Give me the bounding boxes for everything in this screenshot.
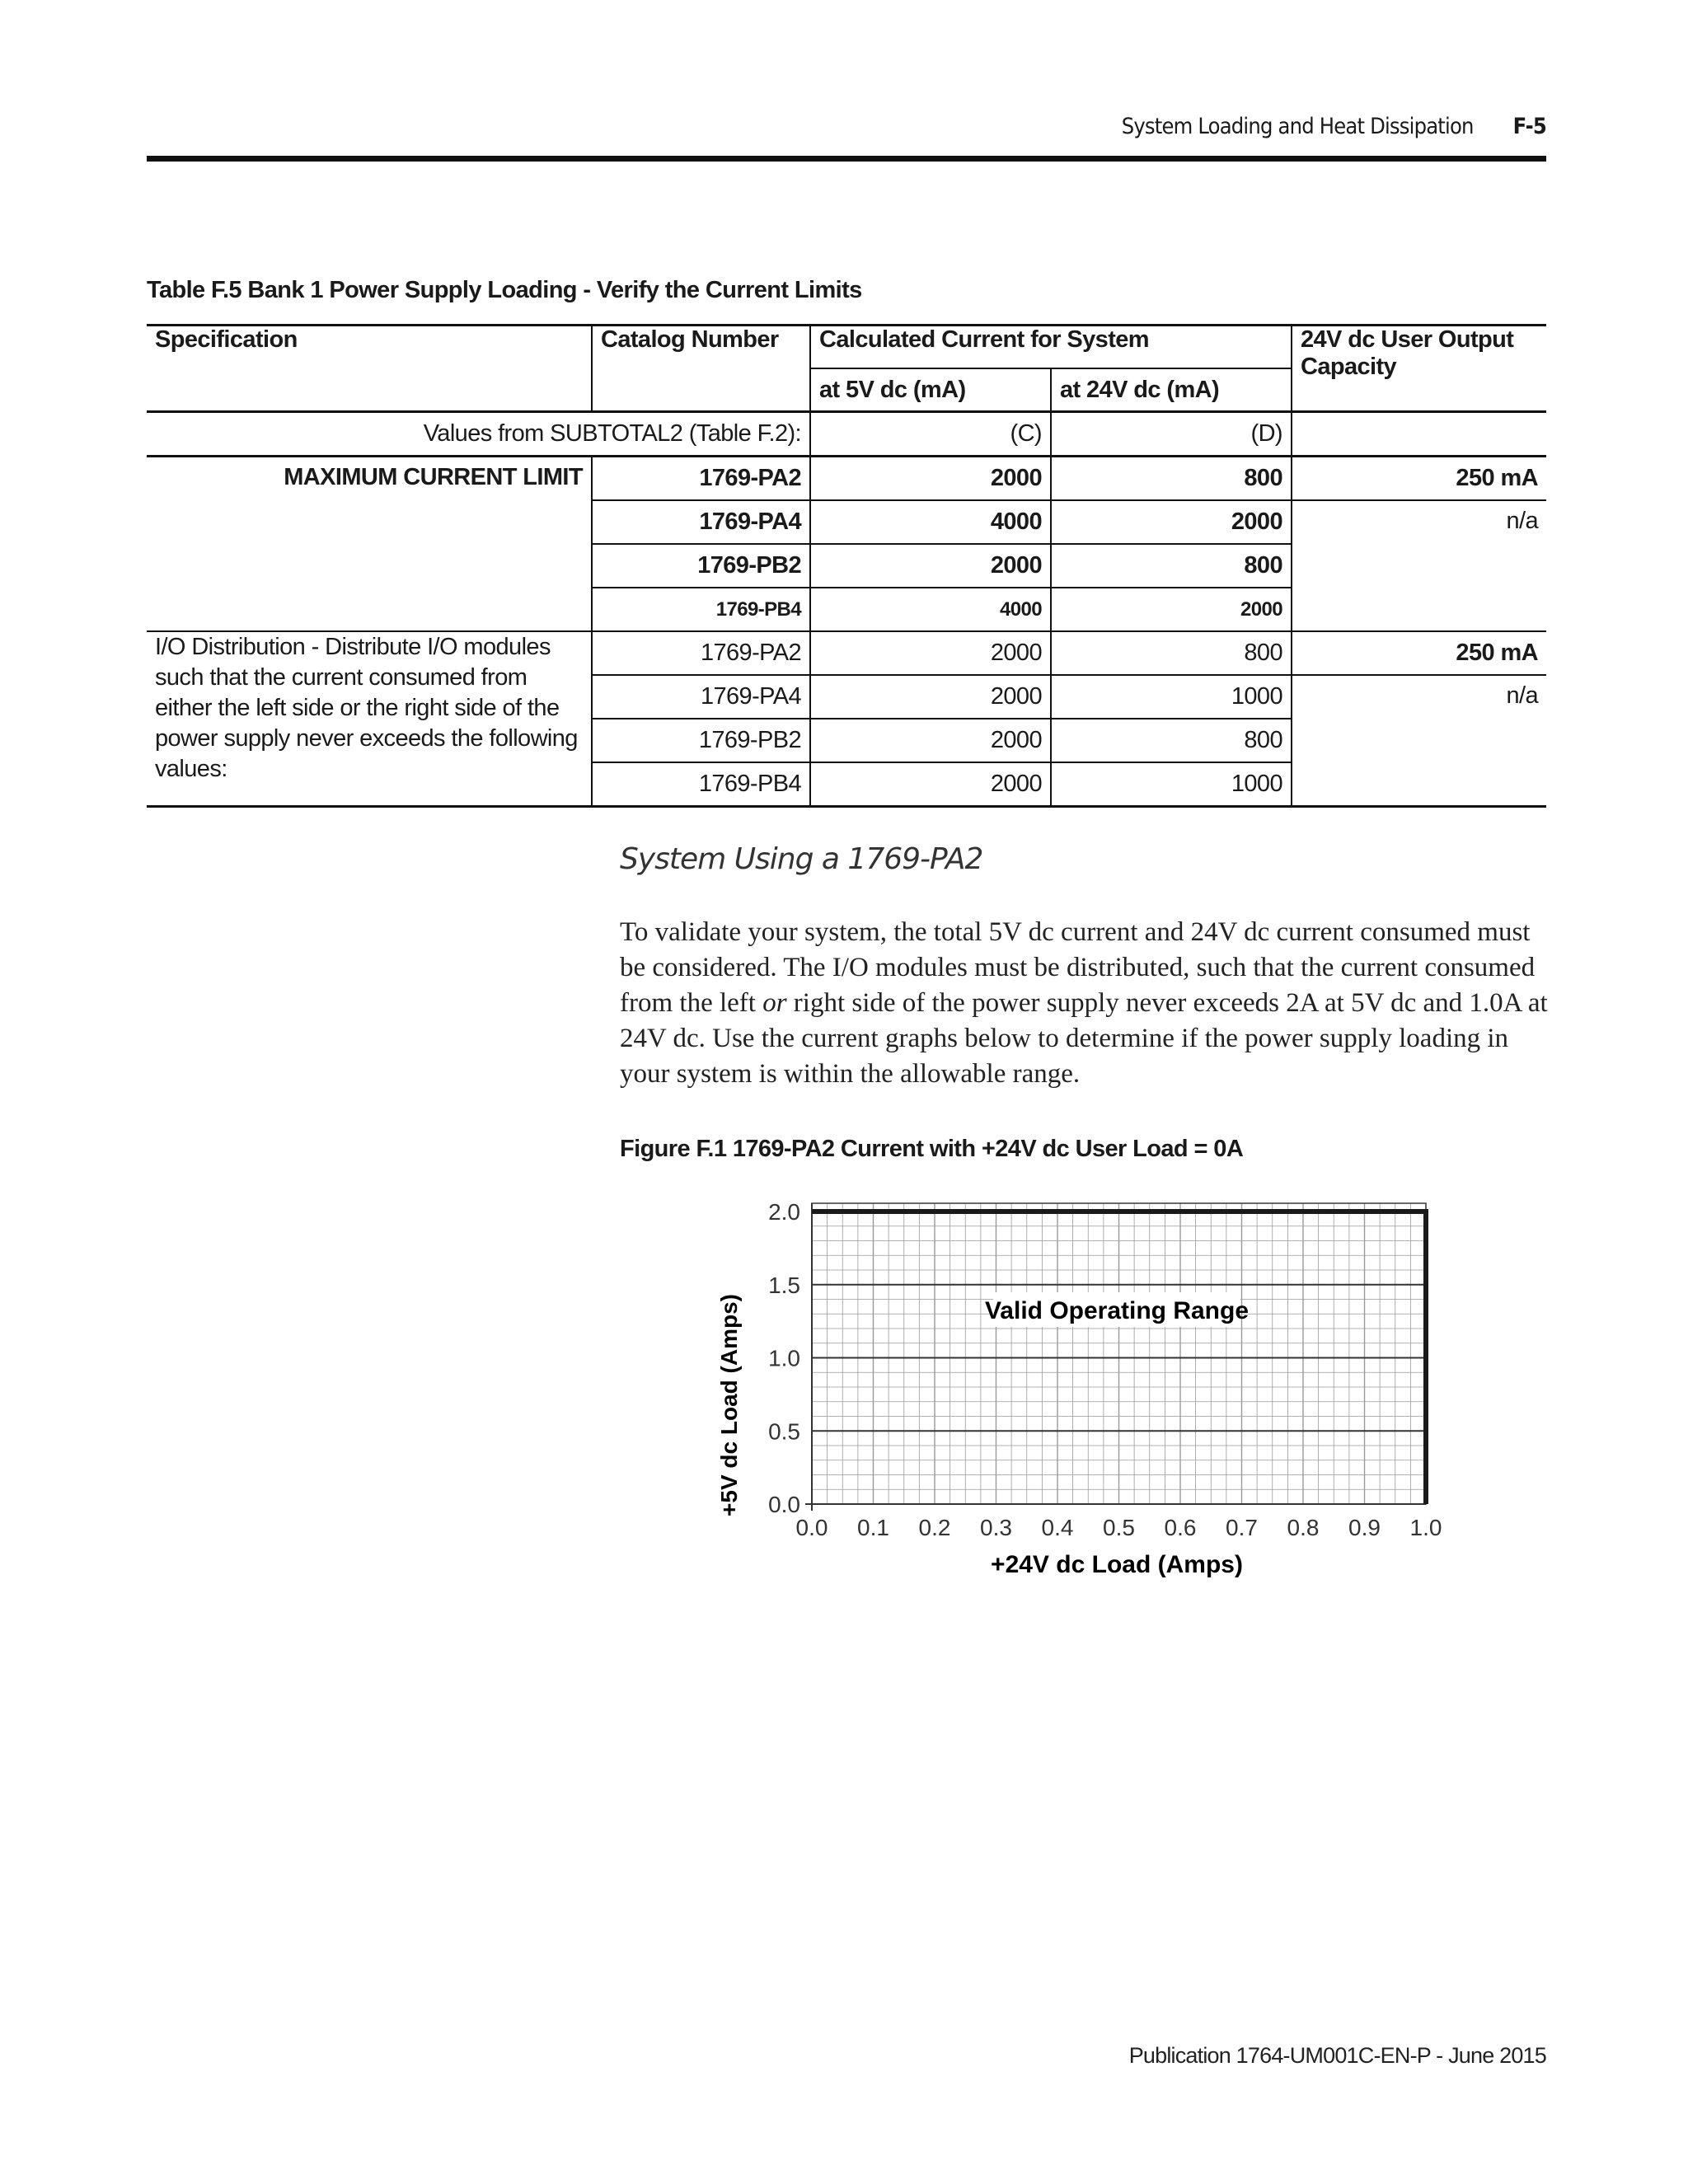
current-24v-cell: 800 <box>1051 457 1292 501</box>
catalog-cell: 1769-PB4 <box>592 588 810 631</box>
current-24v-cell: 1000 <box>1051 675 1292 719</box>
x-tick-label: 0.3 <box>980 1515 1012 1540</box>
header-catalog-number: Catalog Number <box>592 326 810 412</box>
body-text-end: right side of the power supply never exceeds 2A at 5V dc and 1.0A at 24V dc. Use the current graphs below to determine if the power supply loading in your system is within the allowable range. <box>620 988 1548 1089</box>
page-number: F-5 <box>1512 114 1546 139</box>
x-axis-label: +24V dc Load (Amps) <box>991 1551 1243 1578</box>
current-5v-cell: 2000 <box>810 631 1051 675</box>
current-5v-cell: 4000 <box>810 500 1051 544</box>
catalog-cell: 1769-PB4 <box>592 762 810 807</box>
x-tick-label: 0.9 <box>1348 1515 1381 1540</box>
current-24v-cell: 2000 <box>1051 500 1292 544</box>
catalog-cell: 1769-PA4 <box>592 675 810 719</box>
figure-caption: Figure F.1 1769-PA2 Current with +24V dc User Load = 0A <box>620 1136 1244 1162</box>
values-label: Values from SUBTOTAL2 (Table F.2): <box>423 420 801 447</box>
io-distribution-label: I/O Distribution - Distribute I/O modules such that the current consumed from either the left side or the right side of the power supply never exceeds the following values: <box>147 631 592 807</box>
table-caption: Table F.5 Bank 1 Power Supply Loading - Verify the Current Limits <box>147 277 862 303</box>
current-24v-cell: 800 <box>1051 719 1292 762</box>
y-axis-label: +5V dc Load (Amps) <box>716 1294 742 1516</box>
current-5v-cell: 2000 <box>810 675 1051 719</box>
current-24v-cell: 2000 <box>1051 588 1292 631</box>
x-tick-label: 0.0 <box>795 1515 828 1540</box>
header-specification: Specification <box>147 326 592 412</box>
y-tick-label: 1.5 <box>768 1272 800 1298</box>
header-at-24v: at 24V dc (mA) <box>1051 368 1292 412</box>
x-tick-label: 0.5 <box>1103 1515 1135 1540</box>
catalog-cell: 1769-PB2 <box>592 719 810 762</box>
header-rule <box>147 156 1546 162</box>
current-24v-cell: 800 <box>1051 631 1292 675</box>
x-tick-label: 0.8 <box>1287 1515 1320 1540</box>
current-5v-cell: 4000 <box>810 588 1051 631</box>
page-footer: Publication 1764-UM001C-EN-P - June 2015 <box>1128 2043 1546 2068</box>
x-tick-label: 0.4 <box>1041 1515 1074 1540</box>
current-5v-cell: 2000 <box>810 457 1051 501</box>
x-tick-label: 0.7 <box>1226 1515 1258 1540</box>
x-tick-label: 0.6 <box>1164 1515 1197 1540</box>
x-tick-labels <box>796 1515 1442 1540</box>
body-paragraph <box>620 915 1551 1092</box>
section-heading: System Using a 1769-PA2 <box>620 842 983 876</box>
current-5v-cell: 2000 <box>810 762 1051 807</box>
values-capacity <box>1292 412 1546 457</box>
capacity-cell: 250 mA <box>1292 457 1546 501</box>
power-supply-loading-table <box>147 324 1546 808</box>
values-d: (D) <box>1051 412 1292 457</box>
current-24v-cell: 800 <box>1051 544 1292 588</box>
table-row <box>147 631 1546 675</box>
y-tick-label: 0.5 <box>768 1418 800 1445</box>
current-5v-cell: 2000 <box>810 719 1051 762</box>
y-tick-label: 1.0 <box>768 1345 800 1371</box>
x-tick-label: 0.2 <box>918 1515 951 1540</box>
catalog-cell: 1769-PA2 <box>592 631 810 675</box>
catalog-cell: 1769-PA2 <box>592 457 810 501</box>
chart-grid <box>805 1203 1426 1511</box>
x-tick-label: 0.1 <box>857 1515 889 1540</box>
table-header-row <box>147 326 1546 369</box>
page-header <box>147 114 1546 139</box>
y-tick-label: 0.0 <box>768 1492 800 1517</box>
table-row <box>147 457 1546 501</box>
x-tick-label: 1.0 <box>1409 1515 1442 1540</box>
current-24v-cell: 1000 <box>1051 762 1292 807</box>
max-limit-label: MAXIMUM CURRENT LIMIT <box>147 457 592 632</box>
capacity-cell: 250 mA <box>1292 631 1546 675</box>
annotation-label: Valid Operating Range <box>984 1297 1250 1324</box>
body-text-start: To validate your system, the total 5V dc current and 24V dc current consumed must be considered. The I/O modules must be distributed, such that the current consumed from the left <box>620 917 1536 1018</box>
catalog-cell: 1769-PA4 <box>592 500 810 544</box>
body-text-emphasis: or <box>762 988 787 1018</box>
y-tick-labels <box>768 1199 800 1517</box>
capacity-cell: n/a <box>1292 675 1546 807</box>
catalog-cell: 1769-PB2 <box>592 544 810 588</box>
header-calculated-current: Calculated Current for System <box>810 326 1292 369</box>
header-user-output: 24V dc User Output Capacity <box>1292 326 1546 412</box>
values-row <box>147 412 1546 457</box>
values-c: (C) <box>810 412 1051 457</box>
current-5v-cell: 2000 <box>810 544 1051 588</box>
y-tick-label: 2.0 <box>768 1199 800 1225</box>
section-title: System Loading and Heat Dissipation <box>1121 114 1474 139</box>
header-at-5v: at 5V dc (mA) <box>810 368 1051 412</box>
capacity-cell: n/a <box>1292 500 1546 631</box>
current-chart <box>701 1187 1492 1599</box>
